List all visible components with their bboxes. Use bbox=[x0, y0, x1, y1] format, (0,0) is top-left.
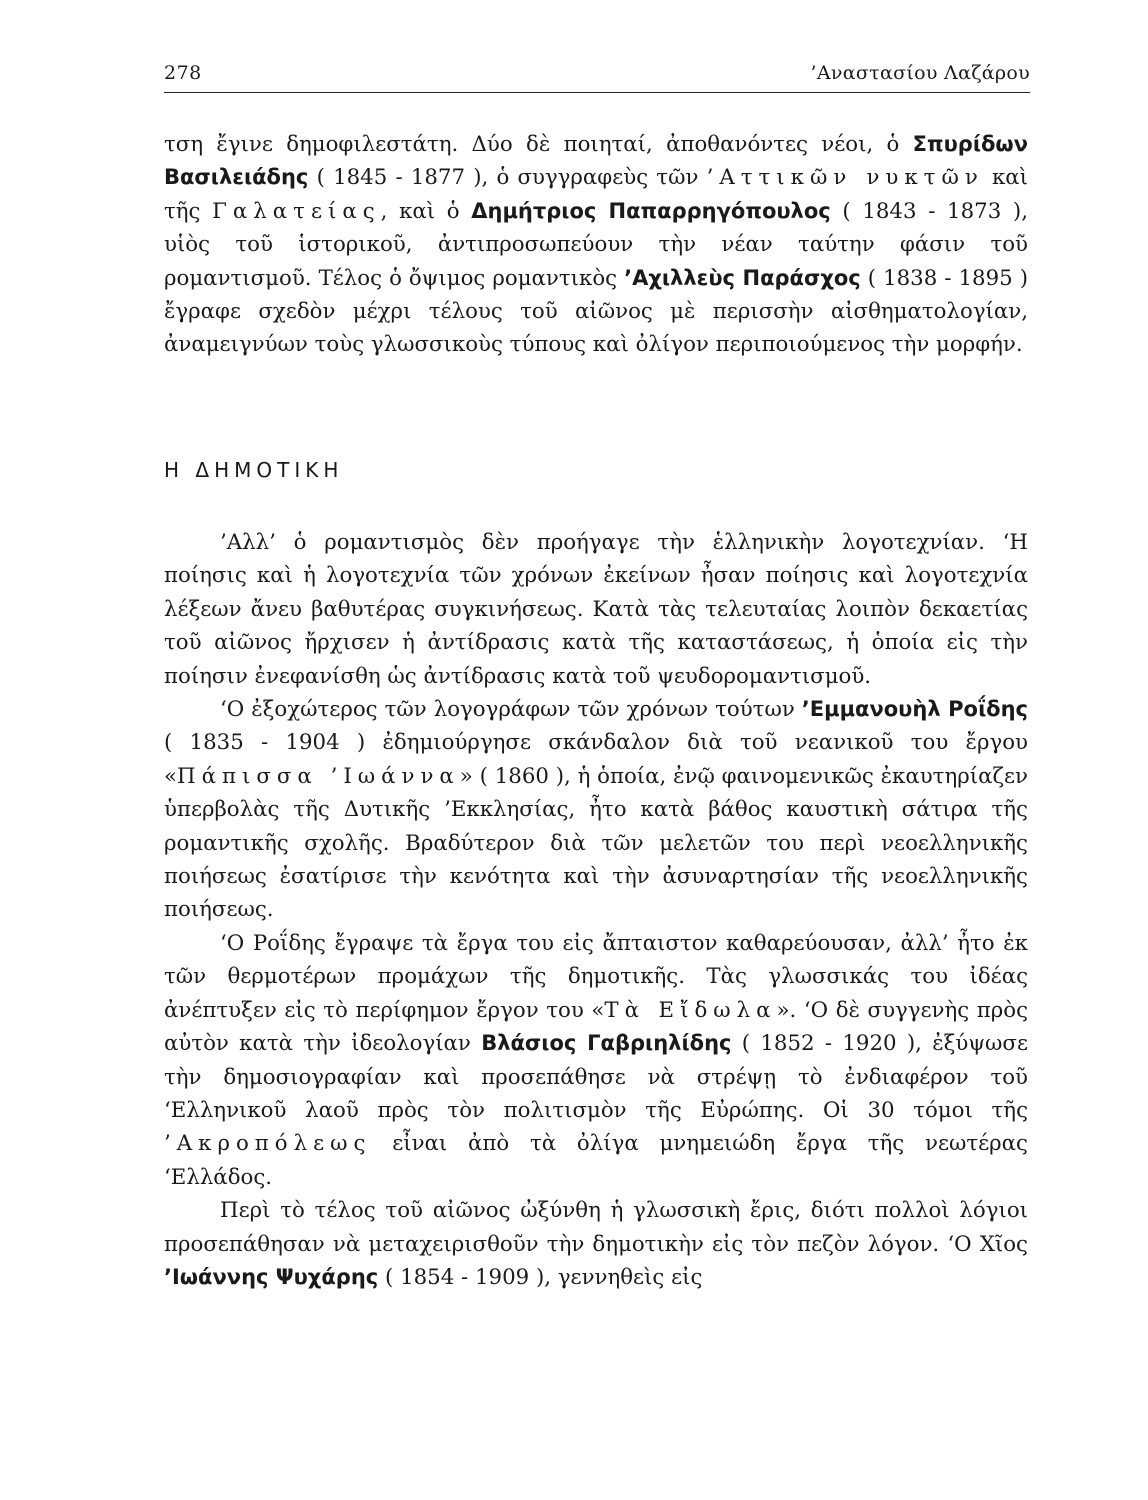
running-title: ’Αναστασίου Λαζάρου bbox=[810, 62, 1030, 84]
author-name: Σπυρίδων Βασιλειάδης bbox=[164, 132, 1028, 190]
author-name: ’Ιωάννης Ψυχάρης bbox=[164, 1264, 379, 1289]
section-heading: Η ΔΗΜΟΤΙΚΗ bbox=[164, 458, 344, 482]
work-title: Γαλατείας bbox=[212, 198, 381, 224]
page-number: 278 bbox=[164, 62, 202, 84]
work-title: Πάπισσα ’Ιωάννα bbox=[177, 763, 460, 789]
paragraph-demotic-champions: ‘Ο Ροΐδης ἔγραψε τὰ ἔργα του εἰς ἄπταιστον καθαρεύουσαν, ἀλλ’ ἦτο ἐκ τῶν θερμοτέρων προμάχων τῆς δημοτικῆς. Τὰς γλωσσικάς του ἰδέας ἀνέπτυξεν εἰς τὸ περίφημον ἔργον του «Τὰ Εἴδωλα». ‘Ο δὲ συγγενὴς πρὸς αὐτὸν κατὰ τὴν ἰδεολογίαν Βλάσιος Γαβριηλίδης ( 1852 - 1920 ), ἐξύψωσε τὴν δημοσιογραφίαν καὶ προσεπάθησε νὰ στρέψῃ τὸ ἐνδιαφέρον τοῦ ‘Ελληνικοῦ λαοῦ πρὸς τὸν πολιτισμὸν τῆς Εὐρώπης. Οἱ 30 τόμοι τῆς ’Ακροπόλεως εἶναι ἀπὸ τὰ ὀλίγα μνημειώδη ἔργα τῆς νεωτέρας ‘Ελλάδος. bbox=[164, 930, 1028, 1190]
body-text-section-1 bbox=[164, 128, 1028, 362]
body-text-section-2 bbox=[164, 526, 1028, 1294]
author-name: Δημήτριος Παπαρρηγόπουλος bbox=[471, 198, 831, 223]
work-title: Τὰ Εἴδωλα bbox=[604, 997, 777, 1023]
paragraph-language-dispute: Περὶ τὸ τέλος τοῦ αἰῶνος ὠξύνθη ἡ γλωσσικὴ ἔρις, διότι πολλοὶ λόγιοι προσεπάθησαν νὰ μεταχειρισθοῦν τὴν δημοτικὴν εἰς τὸν πεζὸν λόγον. ‘Ο Χῖος ’Ιωάννης Ψυχάρης ( 1854 - 1909 ), γεννηθεὶς εἰς bbox=[164, 1198, 1028, 1290]
work-title: ’Ακροπόλεως bbox=[164, 1131, 372, 1157]
work-title: ’Αττικῶν νυκτῶν bbox=[706, 165, 984, 191]
paragraph-roidis: ‘Ο ἐξοχώτερος τῶν λογογράφων τῶν χρόνων τούτων ’Εμμανουὴλ Ροΐδης ( 1835 - 1904 ) ἐδημιούργησε σκάνδαλον διὰ τοῦ νεανικοῦ του ἔργου «Πάπισσα ’Ιωάννα» ( 1860 ), ἡ ὁποία, ἐνῷ φαινομενικῶς ἐκαυτηρίαζεν ὑπερβολὰς τῆς Δυτικῆς ’Εκκλησίας, ἦτο κατὰ βάθος καυστικὴ σάτιρα τῆς ρομαντικῆς σχολῆς. Βραδύτερον διὰ τῶν μελετῶν του περὶ νεοελληνικῆς ποιήσεως ἐσατίρισε τὴν κενότητα καὶ τὴν ἀσυναρτησίαν τῆς νεοελληνικῆς ποιήσεως. bbox=[164, 697, 1028, 923]
author-name: ’Αχιλλεὺς Παράσχος bbox=[624, 265, 861, 290]
author-name: ’Εμμανουὴλ Ροΐδης bbox=[801, 697, 1028, 722]
paragraph-romanticism: τση ἔγινε δημοφιλεστάτη. Δύο δὲ ποιηταί, ἀποθανόντες νέοι, ὁ Σπυρίδων Βασιλειάδης ( 1845 - 1877 ), ὁ συγγραφεὺς τῶν ’Αττικῶν νυκτῶν καὶ τῆς Γαλατείας, καὶ ὁ Δημήτριος Παπαρρηγόπουλος ( 1843 - 1873 ), υἱὸς τοῦ ἱστορικοῦ, ἀντιπροσωπεύουν τὴν νέαν ταύτην φάσιν τοῦ ρομαντισμοῦ. Τέλος ὁ ὄψιμος ρομαντικὸς ’Αχιλλεὺς Παράσχος ( 1838 - 1895 ) ἔγραφε σχεδὸν μέχρι τέλους τοῦ αἰῶνος μὲ περισσὴν αἰσθηματολογίαν, ἀναμειγνύων τοὺς γλωσσικοὺς τύπους καὶ ὀλίγον περιποιούμενος τὴν μορφήν. bbox=[164, 132, 1029, 358]
paragraph-reaction: ’Αλλ’ ὁ ρομαντισμὸς δὲν προήγαγε τὴν ἑλληνικὴν λογοτεχνίαν. ‘Η ποίησις καὶ ἡ λογοτεχνία τῶν χρόνων ἐκείνων ἦσαν ποίησις καὶ λογοτεχνία λέξεων ἄνευ βαθυτέρας συγκινήσεως. Κατὰ τὰς τελευταίας λοιπὸν δεκαετίας τοῦ αἰῶνος ἤρχισεν ἡ ἀντίδρασις κατὰ τῆς καταστάσεως, ἡ ὁποία εἰς τὴν ποίησιν ἐνεφανίσθη ὡς ἀντίδρασις κατὰ τοῦ ψευδορομαντισμοῦ. bbox=[164, 530, 1028, 689]
page-header bbox=[164, 56, 1030, 93]
author-name: Βλάσιος Γαβριηλίδης bbox=[481, 1031, 732, 1056]
